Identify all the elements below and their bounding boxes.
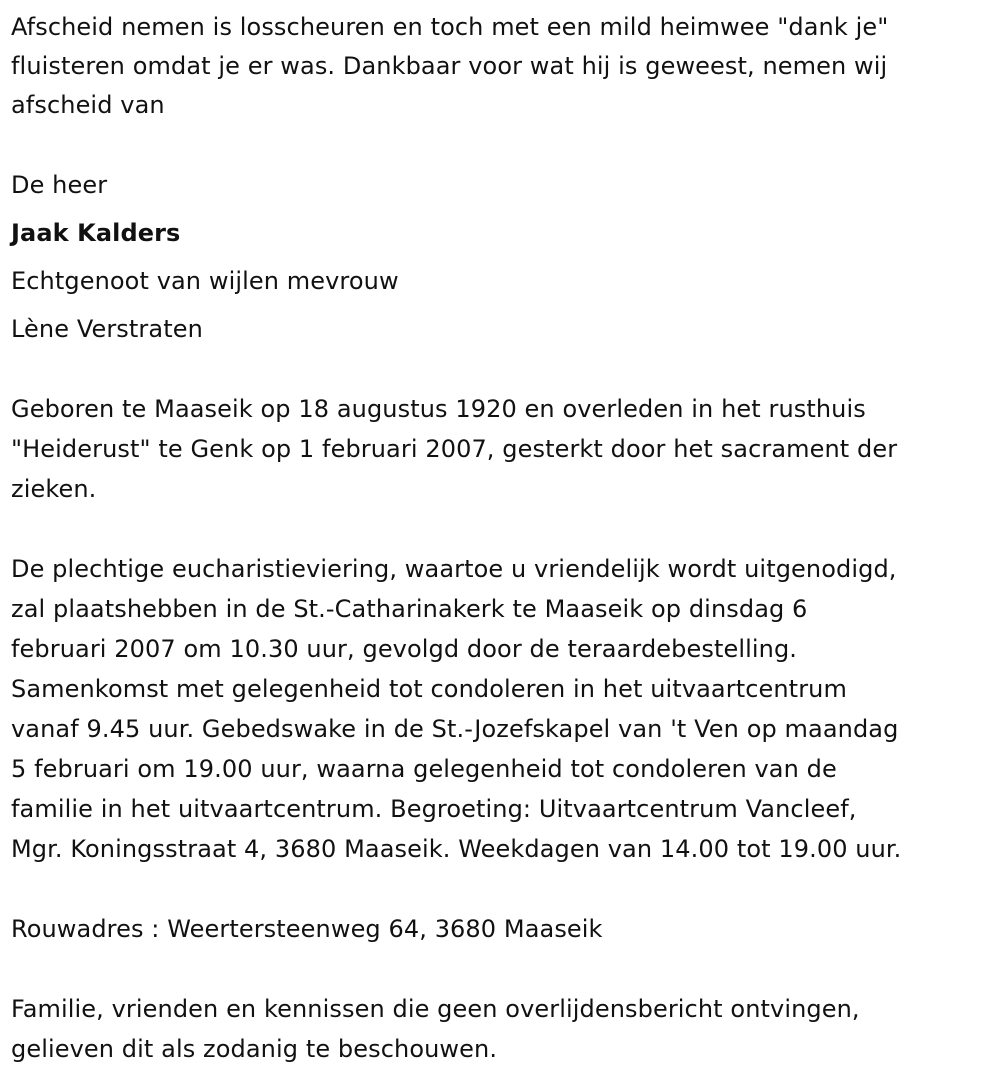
closing-line: Familie, vrienden en kennissen die geen overlijdensbericht ontvingen, bbox=[11, 995, 860, 1023]
deceased-spouse: Lène Verstraten bbox=[11, 315, 203, 343]
ceremony-line: familie in het uitvaartcentrum. Begroeting: Uitvaartcentrum Vancleef, bbox=[11, 795, 857, 823]
deceased-name: Jaak Kalders bbox=[11, 219, 181, 247]
ceremony-line: 5 februari om 19.00 uur, waarna gelegenheid tot condoleren van de bbox=[11, 755, 837, 783]
ceremony-line: De plechtige eucharistieviering, waartoe u vriendelijk wordt uitgenodigd, bbox=[11, 555, 897, 583]
ceremony-line: Samenkomst met gelegenheid tot condoleren in het uitvaartcentrum bbox=[11, 675, 847, 703]
intro-line: fluisteren omdat je er was. Dankbaar voor wat hij is geweest, nemen wij bbox=[11, 52, 888, 80]
birth-death-line: Geboren te Maaseik op 18 augustus 1920 en overleden in het rusthuis bbox=[11, 395, 866, 423]
deceased-relation: Echtgenoot van wijlen mevrouw bbox=[11, 267, 399, 295]
intro-line: Afscheid nemen is losscheuren en toch met een mild heimwee "dank je" bbox=[11, 13, 889, 41]
intro-line: afscheid van bbox=[11, 91, 165, 119]
birth-death-line: zieken. bbox=[11, 475, 97, 503]
mourning-address: Rouwadres : Weertersteenweg 64, 3680 Maaseik bbox=[11, 915, 603, 943]
birth-death-line: "Heiderust" te Genk op 1 februari 2007, gesterkt door het sacrament der bbox=[11, 435, 898, 463]
ceremony-line: zal plaatshebben in de St.-Catharinakerk te Maaseik op dinsdag 6 bbox=[11, 595, 808, 623]
ceremony-line: Mgr. Koningsstraat 4, 3680 Maaseik. Weekdagen van 14.00 tot 19.00 uur. bbox=[11, 835, 902, 863]
ceremony-line: februari 2007 om 10.30 uur, gevolgd door de teraardebestelling. bbox=[11, 635, 798, 663]
ceremony-line: vanaf 9.45 uur. Gebedswake in de St.-Jozefskapel van 't Ven op maandag bbox=[11, 715, 899, 743]
deceased-title: De heer bbox=[11, 171, 108, 199]
closing-line: gelieven dit als zodanig te beschouwen. bbox=[11, 1035, 498, 1063]
